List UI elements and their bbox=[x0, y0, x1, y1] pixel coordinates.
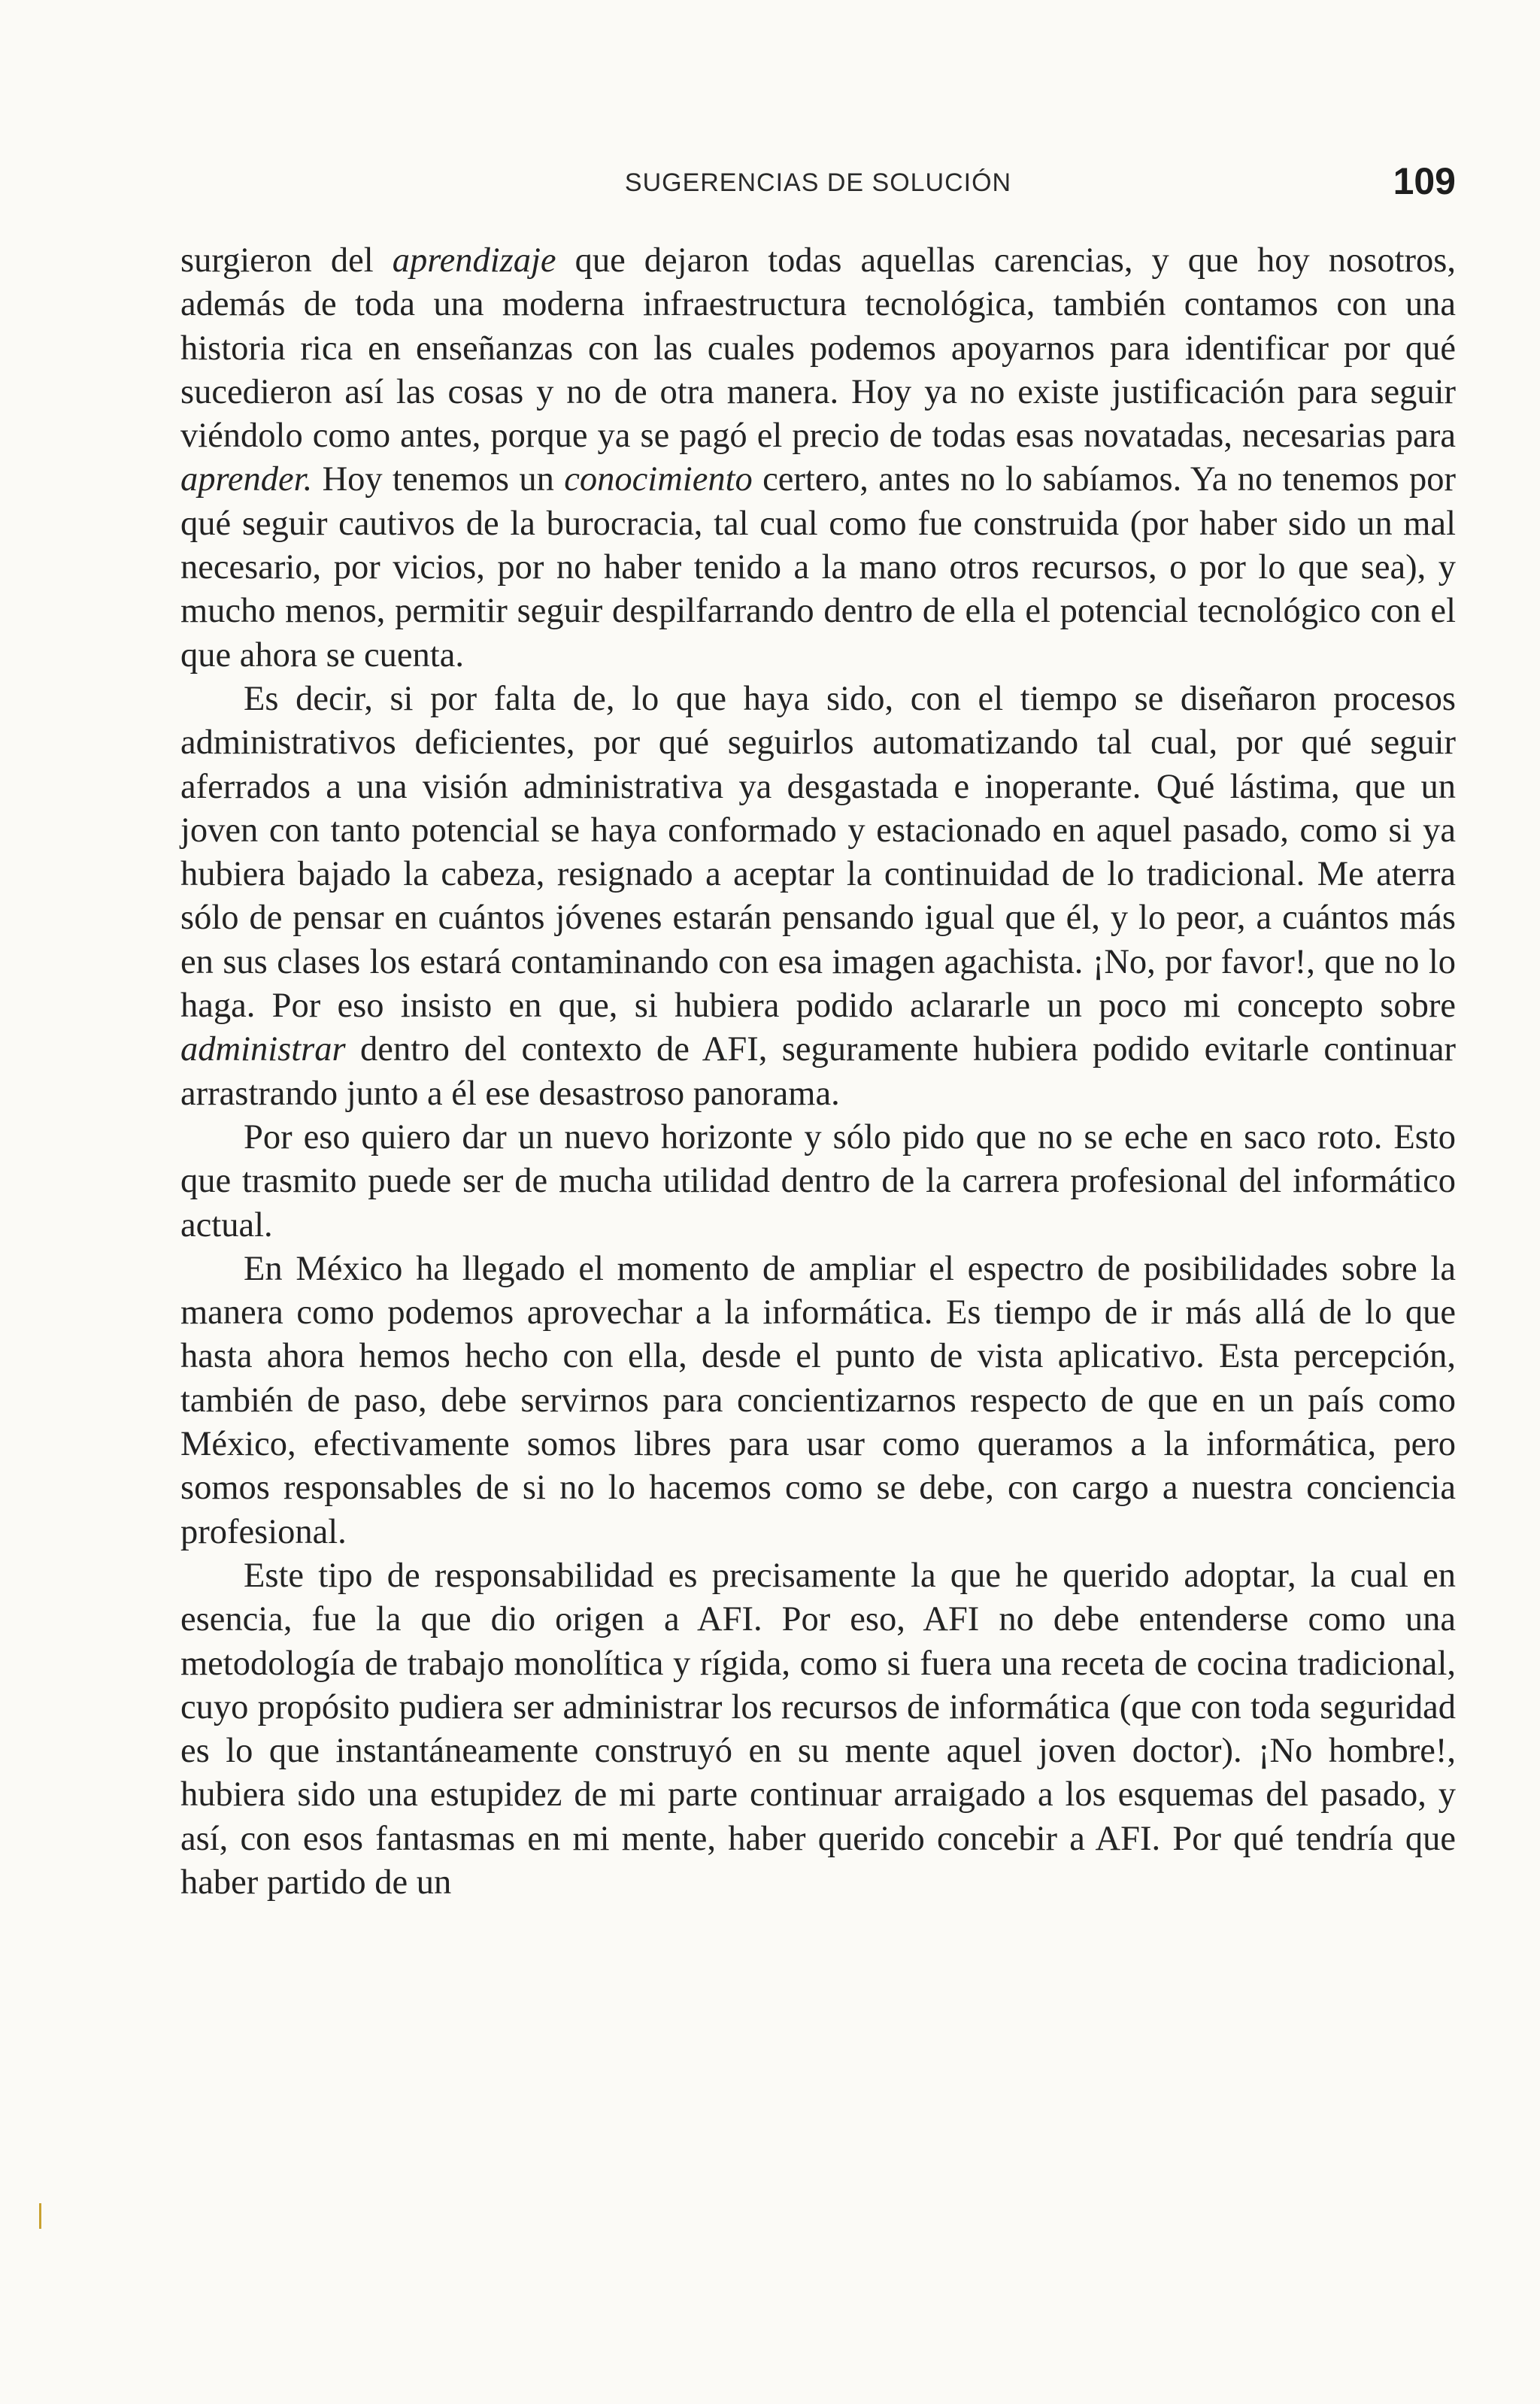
text-run: Por eso quiero dar un nuevo horizonte y sólo pido que no se eche en saco roto. Esto que trasmito puede ser de mucha utilidad dentro de la carrera profesional del informático actual. bbox=[180, 1117, 1456, 1244]
paragraph bbox=[180, 678, 1456, 1116]
paragraph bbox=[180, 1247, 1456, 1554]
text-run: Hoy tenemos un bbox=[312, 460, 565, 499]
text-run: En México ha llegado el momento de ampliar el espectro de posibilidades sobre la manera como podemos aprovechar a la informática. Es tiempo de ir más allá de lo que hasta ahora hemos hecho con ella, desde el punto de vista aplicativo. Esta percepción, también de paso, debe servirnos para concientizarnos respecto de que en un país como México, efectivamente somos libres para usar como queramos a la informática, pero somos responsables de si no lo hacemos como se debe, con cargo a nuestra conciencia profesional. bbox=[180, 1249, 1456, 1551]
paragraph bbox=[180, 1554, 1456, 1905]
running-head bbox=[180, 159, 1456, 205]
running-title: SUGERENCIAS DE SOLUCIÓN bbox=[624, 168, 1012, 197]
text-run: Este tipo de responsabilidad es precisamente la que he querido adoptar, la cual en esencia, fue la que dio origen a AFI. Por eso, AFI no debe entenderse como una metodología de trabajo monolítica y rígida, como si fuera una receta de cocina tradicional, cuyo propósito pudiera ser administrar los recursos de informática (que con toda seguridad es lo que instantáneamente construyó en su mente aquel joven doctor). ¡No hombre!, hubiera sido una estupidez de mi parte continuar arraigado a los esquemas del pasado, y así, con esos fantasmas en mi mente, haber querido concebir a AFI. Por qué tendría que haber partido de un bbox=[180, 1556, 1456, 1902]
text-run: surgieron del bbox=[180, 241, 393, 280]
margin-mark bbox=[39, 2203, 41, 2229]
page-number: 109 bbox=[1393, 160, 1456, 202]
text-run: Es decir, si por falta de, lo que haya sido, con el tiempo se diseñaron procesos administrativos deficientes, por qué seguirlos automatizando tal cual, por qué seguir aferrados a una visión administrativa ya desgastada e inoperante. Qué lástima, que un joven con tanto potencial se haya conformado y estacionado en aquel pasado, como si ya hubiera bajado la cabeza, resignado a aceptar la continuidad de lo tradicional. Me aterra sólo de pensar en cuántos jóvenes estarán pensando igual que él, y lo peor, a cuántos más en sus clases los estará contaminando con esa imagen agachista. ¡No, por favor!, que no lo haga. Por eso insisto en que, si hubiera podido aclararle un poco mi concepto sobre bbox=[180, 679, 1456, 1026]
text-run: que dejaron todas aquellas carencias, y que hoy nosotros, además de toda una moderna infraestructura tecnológica, también contamos con una historia rica en enseñanzas con las cuales podemos apoyarnos para identificar por qué sucedieron así las cosas y no de otra manera. Hoy ya no existe justificación para seguir viéndolo como antes, porque ya se pagó el precio de todas esas novatadas, necesarias para bbox=[180, 241, 1456, 456]
body-text bbox=[180, 239, 1456, 1905]
paragraph bbox=[180, 1116, 1456, 1247]
italic-run: administrar bbox=[180, 1030, 346, 1069]
italic-run: aprender. bbox=[180, 460, 313, 499]
italic-run: conocimiento bbox=[564, 460, 753, 499]
paragraph bbox=[180, 239, 1456, 678]
text-run: dentro del contexto de AFI, seguramente hubiera podido evitarle continuar arrastrando junto a él ese desastroso panorama. bbox=[180, 1030, 1456, 1113]
text-run: certero, antes no lo sabíamos. Ya no tenemos por qué seguir cautivos de la burocracia, tal cual como fue construida (por haber sido un mal necesario, por vicios, por no haber tenido a la mano otros recursos, o por lo que sea), y mucho menos, permitir seguir despilfarrando dentro de ella el potencial tecnológico con el que ahora se cuenta. bbox=[180, 460, 1456, 675]
italic-run: aprendizaje bbox=[392, 241, 556, 280]
